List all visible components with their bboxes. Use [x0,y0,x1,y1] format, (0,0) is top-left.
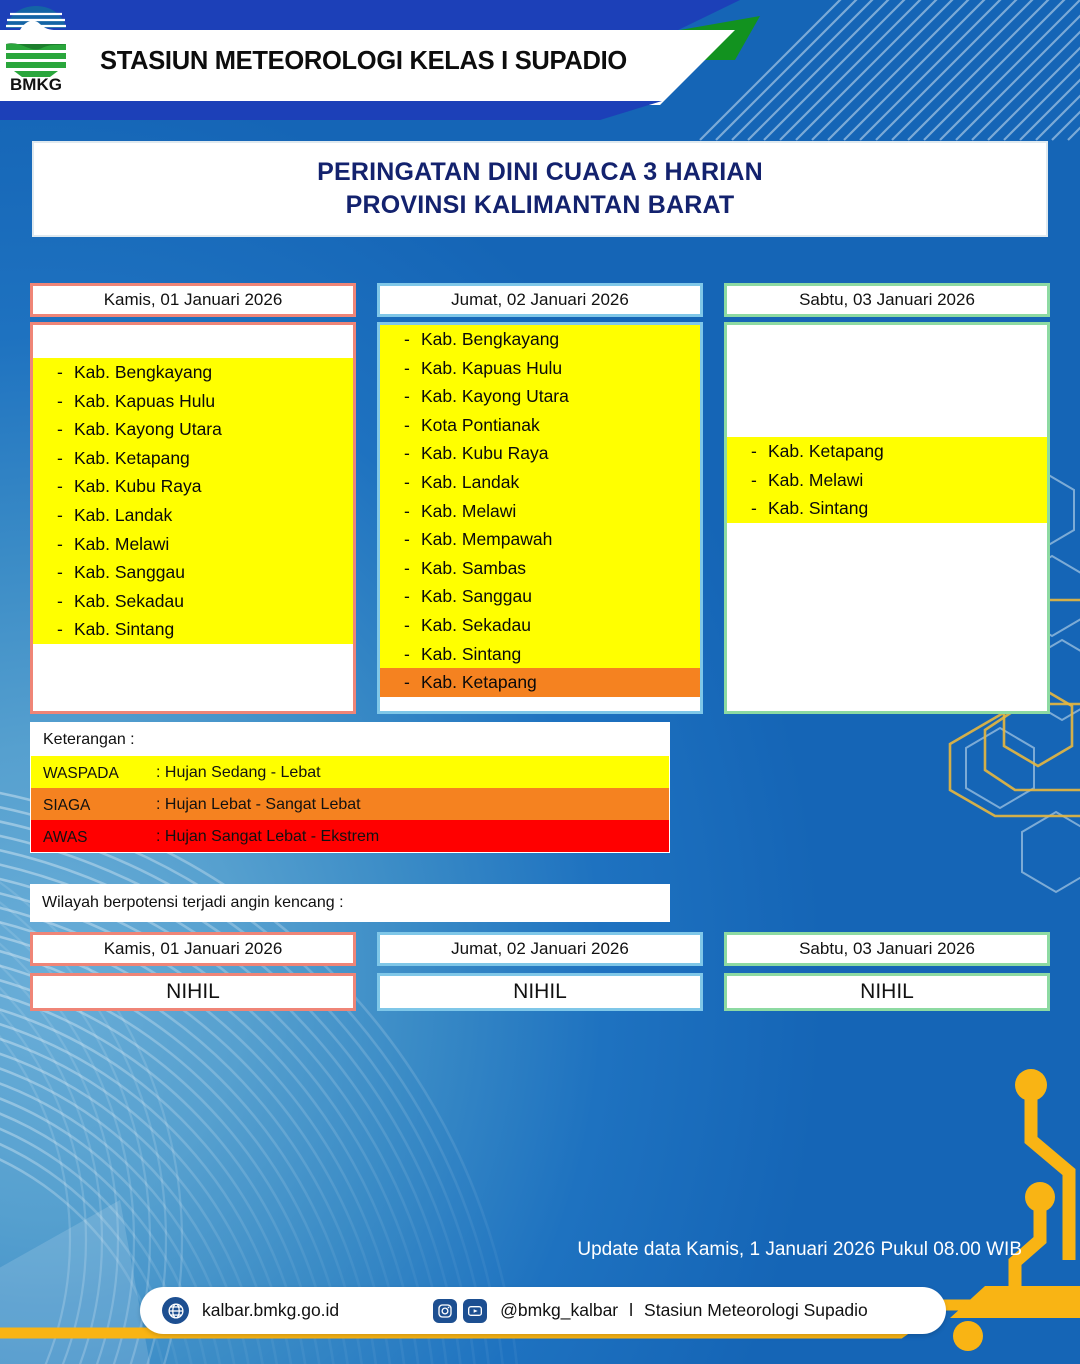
legend-box [30,722,670,853]
list-item: - Kab. Sintang [404,643,522,664]
page-header [0,0,1080,120]
wind-date-1: Kamis, 01 Januari 2026 [30,932,356,966]
legend-label: WASPADA [43,764,119,782]
wind-section-heading: Wilayah berpotensi terjadi angin kencang : [30,884,670,922]
day-1-region-box [30,322,356,714]
list-item: - Kab. Bengkayang [57,362,213,382]
title-line-2: PROVINSI KALIMANTAN BARAT [345,191,735,219]
organization-title: STASIUN METEOROLOGI KELAS I SUPADIO [100,47,627,75]
wind-value-2: NIHIL [377,973,703,1011]
list-item: - Kab. Kapuas Hulu [404,357,563,378]
gold-circuit-pad [950,1286,1080,1318]
update-timestamp: Update data Kamis, 1 Januari 2026 Pukul 08.00 WIB [577,1239,1022,1260]
list-item: - Kab. Kayong Utara [57,419,222,440]
footer-contact-bar [140,1287,946,1334]
light-wedge [0,1200,150,1364]
social-handle: @bmkg_kalbar [500,1300,619,1320]
legend-description: : Hujan Sangat Lebat - Ekstrem [156,828,380,845]
day-1-top-spacer [33,325,353,358]
list-item: - Kab. Melawi [404,500,517,521]
day-2-waspada-band [380,325,700,668]
title-line-1: PERINGATAN DINI CUACA 3 HARIAN [317,157,763,186]
wind-date-3: Sabtu, 03 Januari 2026 [724,932,1050,966]
day-3-waspada-band [727,437,1047,523]
legend-label: SIAGA [43,796,91,814]
legend-heading: Keterangan : [31,723,669,756]
day-2-date-header: Jumat, 02 Januari 2026 [377,283,703,317]
list-item: - Kab. Kapuas Hulu [57,390,216,411]
list-item: - Kab. Sanggau [404,586,532,607]
website-url: kalbar.bmkg.go.id [202,1300,340,1320]
day-1-waspada-band [33,358,353,644]
website-group[interactable] [162,1297,339,1324]
day-3-date-header: Sabtu, 03 Januari 2026 [724,283,1050,317]
day-2-siaga-band [380,668,700,697]
station-name: Stasiun Meteorologi Supadio [644,1300,868,1320]
legend-row-siaga [31,788,669,820]
legend-label: AWAS [43,828,88,846]
logo-text: BMKG [10,75,62,92]
instagram-icon[interactable] [433,1299,457,1323]
title-banner [32,141,1048,237]
day-3-region-box [724,322,1050,714]
list-item: - Kab. Sintang [57,619,175,640]
wind-date-2: Jumat, 02 Januari 2026 [377,932,703,966]
legend-description: : Hujan Sedang - Lebat [156,764,321,781]
header-blue-band [0,0,740,33]
list-item: - Kab. Melawi [57,533,170,554]
list-item: - Kab. Sekadau [57,590,184,611]
list-item: - Kota Pontianak [404,414,540,435]
list-item: - Kab. Sekadau [404,614,531,635]
legend-description: : Hujan Lebat - Sangat Lebat [156,796,361,813]
day-3-top-spacer [727,325,1047,437]
logo-wave-stripes [6,43,66,77]
bmkg-logo [0,0,72,92]
day-2-region-box [377,322,703,714]
list-item: - Kab. Sambas [404,557,527,578]
list-item: - Kab. Ketapang [404,672,537,693]
day-1-date-header: Kamis, 01 Januari 2026 [30,283,356,317]
list-item: - Kab. Kubu Raya [57,476,202,497]
list-item: - Kab. Sintang [751,498,869,519]
list-item: - Kab. Bengkayang [404,329,560,349]
list-item: - Kab. Ketapang [57,447,190,468]
list-item: - Kab. Sanggau [57,562,185,583]
list-item: - Kab. Landak [57,504,173,525]
logo-cloud-stripes [6,6,66,39]
wind-value-1: NIHIL [30,973,356,1011]
list-item: - Kab. Kubu Raya [404,443,549,464]
youtube-icon[interactable] [463,1299,487,1323]
legend-row-awas [31,820,669,852]
list-item: - Kab. Mempawah [404,529,553,550]
globe-icon [162,1297,189,1324]
legend-row-waspada [31,756,669,788]
wind-value-3: NIHIL [724,973,1050,1011]
footer-separator: l [629,1300,634,1320]
list-item: - Kab. Kayong Utara [404,386,569,407]
list-item: - Kab. Ketapang [751,441,884,461]
list-item: - Kab. Melawi [751,469,864,490]
header-blue-band-lower [0,101,662,120]
social-group[interactable] [433,1299,868,1323]
list-item: - Kab. Landak [404,471,520,492]
